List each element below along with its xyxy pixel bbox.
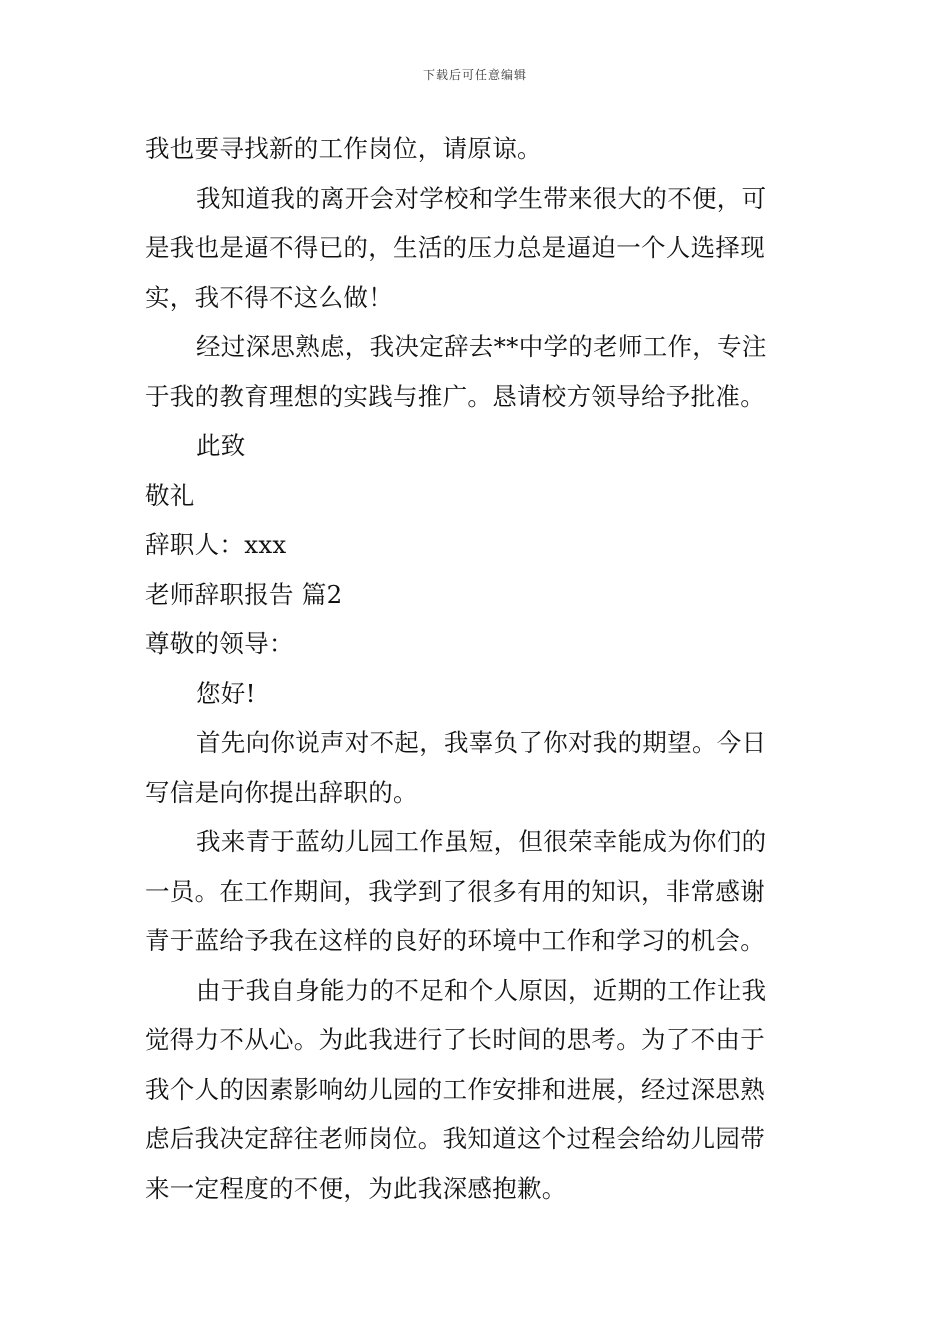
text-line: 青于蓝给予我在这样的良好的环境中工作和学习的机会。 [145,926,765,955]
paragraph-start-line: 由于我自身能力的不足和个人原因，近期的工作让我 [196,975,767,1005]
closing-regards: 敬礼 [145,480,195,510]
text-line: 是我也是逼不得已的，生活的压力总是逼迫一个人选择现 [145,233,765,262]
page-header-note: 下载后可任意编辑 [422,68,527,82]
text-line: 写信是向你提出辞职的。 [145,777,418,807]
text-line: 虑后我决定辞往老师岗位。我知道这个过程会给幼儿园带 [145,1124,765,1153]
text-line: 一员。在工作期间，我学到了很多有用的知识，非常感谢 [145,876,765,906]
signature-line: 辞职人：xxx [145,530,287,559]
text-line: 觉得力不从心。为此我进行了长时间的思考。为了不由于 [145,1025,765,1054]
paragraph-start-line: 首先向你说声对不起，我辜负了你对我的期望。今日 [196,728,767,757]
greeting-line: 尊敬的领导： [145,629,294,658]
text-line: 来一定程度的不便，为此我深感抱歉。 [145,1173,567,1203]
paragraph-start-line: 经过深思熟虑，我决定辞去**中学的老师工作，专注 [196,332,767,361]
closing-salutation: 此致 [196,431,246,460]
section-heading: 老师辞职报告 篇2 [145,579,343,609]
text-line: 实，我不得不这么做！ [145,282,393,312]
paragraph-start-line: 我知道我的离开会对学校和学生带来很大的不便，可 [196,183,767,213]
paragraph-start-line: 我来青于蓝幼儿园工作虽短，但很荣幸能成为你们的 [196,827,767,856]
greeting-hello: 您好! [196,678,256,708]
document-body [145,124,807,1213]
text-line: 我个人的因素影响幼儿园的工作安排和进展，经过深思熟 [145,1074,765,1104]
text-line: 我也要寻找新的工作岗位，请原谅。 [145,134,542,163]
text-line: 于我的教育理想的实践与推广。恳请校方领导给予批准。 [145,381,765,411]
